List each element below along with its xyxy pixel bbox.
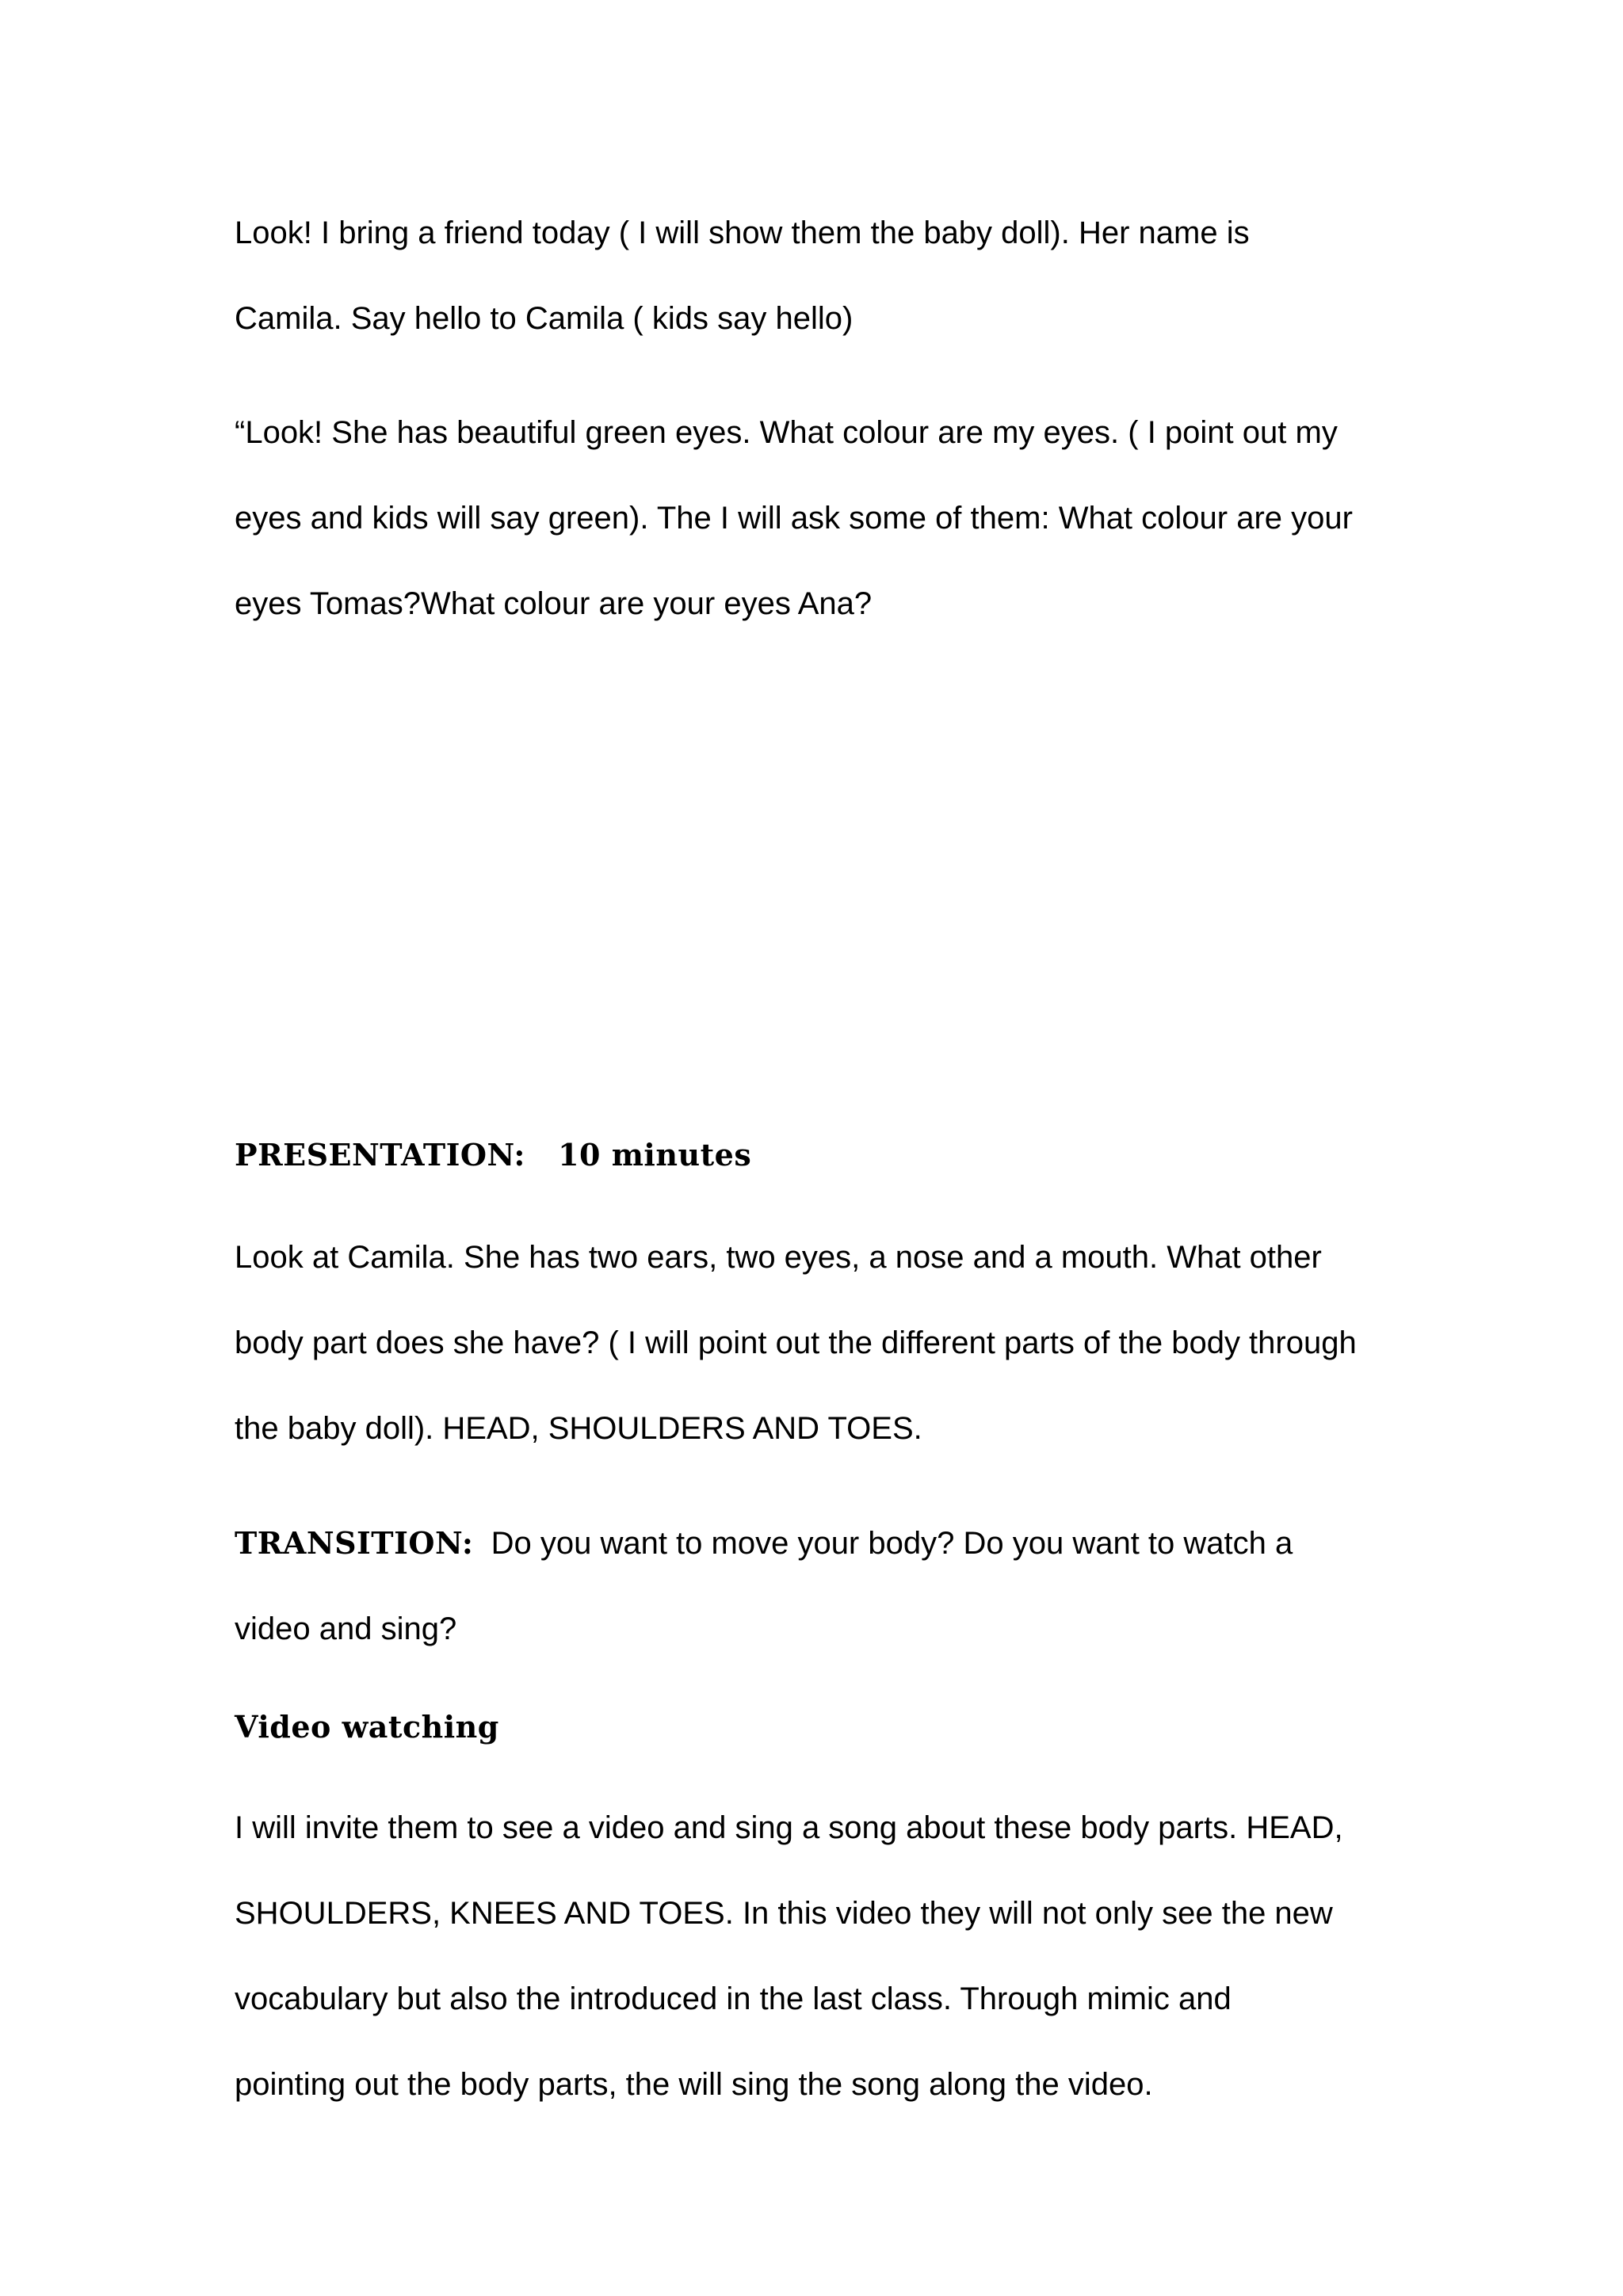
text-line: SHOULDERS, KNEES AND TOES. In this video they will not only see the new xyxy=(235,1896,1333,1931)
video-paragraph xyxy=(235,1785,1423,2127)
text-line: Look! I bring a friend today ( I will show them the baby doll). Her name is xyxy=(235,215,1250,250)
transition-line xyxy=(235,1501,1423,1586)
intro-paragraph xyxy=(235,190,1423,361)
transition-text: Do you want to move your body? Do you want to watch a xyxy=(473,1526,1293,1561)
transition-label: TRANSITION: xyxy=(235,1525,474,1561)
transition-paragraph xyxy=(235,1501,1423,1672)
text-line: pointing out the body parts, the will sing the song along the video. xyxy=(235,2067,1153,2102)
text-line: vocabulary but also the introduced in the last class. Through mimic and xyxy=(235,1981,1232,2016)
video-heading: Video watching xyxy=(235,1709,499,1745)
text-line: Camila. Say hello to Camila ( kids say hello) xyxy=(235,301,854,336)
text-line: Look at Camila. She has two ears, two eyes, a nose and a mouth. What other xyxy=(235,1240,1322,1275)
eyes-paragraph xyxy=(235,390,1423,646)
text-line: video and sing? xyxy=(235,1611,457,1646)
text-line: eyes and kids will say green). The I will ask some of them: What colour are your xyxy=(235,501,1353,536)
presentation-heading: PRESENTATION: 10 minutes xyxy=(235,1137,752,1173)
text-line: the baby doll). HEAD, SHOULDERS AND TOES. xyxy=(235,1411,922,1446)
text-line: eyes Tomas?What colour are your eyes Ana? xyxy=(235,586,873,621)
text-line: “Look! She has beautiful green eyes. What colour are my eyes. ( I point out my xyxy=(235,415,1338,450)
text-line: I will invite them to see a video and sing a song about these body parts. HEAD, xyxy=(235,1810,1343,1845)
presentation-paragraph xyxy=(235,1215,1423,1471)
text-line: body part does she have? ( I will point out the different parts of the body through xyxy=(235,1325,1357,1360)
